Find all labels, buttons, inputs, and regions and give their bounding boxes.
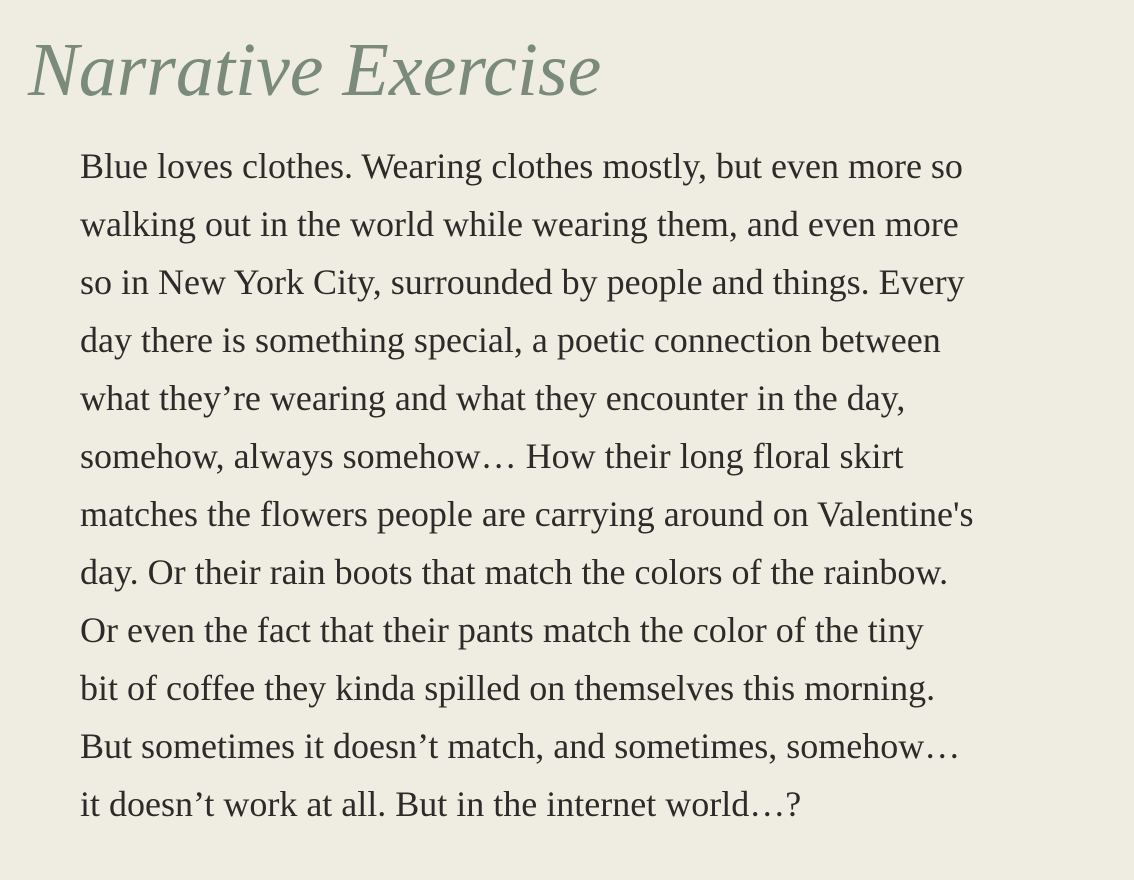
- paragraph-line: it doesn’t work at all. But in the internet world…?: [80, 784, 802, 824]
- page-title: Narrative Exercise: [28, 28, 602, 112]
- paragraph-line: what they’re wearing and what they encounter in the day,: [80, 378, 906, 418]
- narrative-paragraph: [80, 137, 1080, 833]
- paragraph-line: But sometimes it doesn’t match, and sometimes, somehow…: [80, 726, 961, 766]
- paragraph-line: Or even the fact that their pants match the color of the tiny: [80, 610, 924, 650]
- paragraph-line: day. Or their rain boots that match the colors of the rainbow.: [80, 552, 949, 592]
- paragraph-line: walking out in the world while wearing them, and even more: [80, 204, 959, 244]
- paragraph-line: so in New York City, surrounded by people and things. Every: [80, 262, 965, 302]
- paragraph-line: bit of coffee they kinda spilled on themselves this morning.: [80, 668, 936, 708]
- paragraph-line: day there is something special, a poetic connection between: [80, 320, 941, 360]
- paragraph-line: somehow, always somehow… How their long floral skirt: [80, 436, 904, 476]
- paragraph-line: matches the flowers people are carrying around on Valentine's: [80, 494, 974, 534]
- paragraph-line: Blue loves clothes. Wearing clothes mostly, but even more so: [80, 146, 963, 186]
